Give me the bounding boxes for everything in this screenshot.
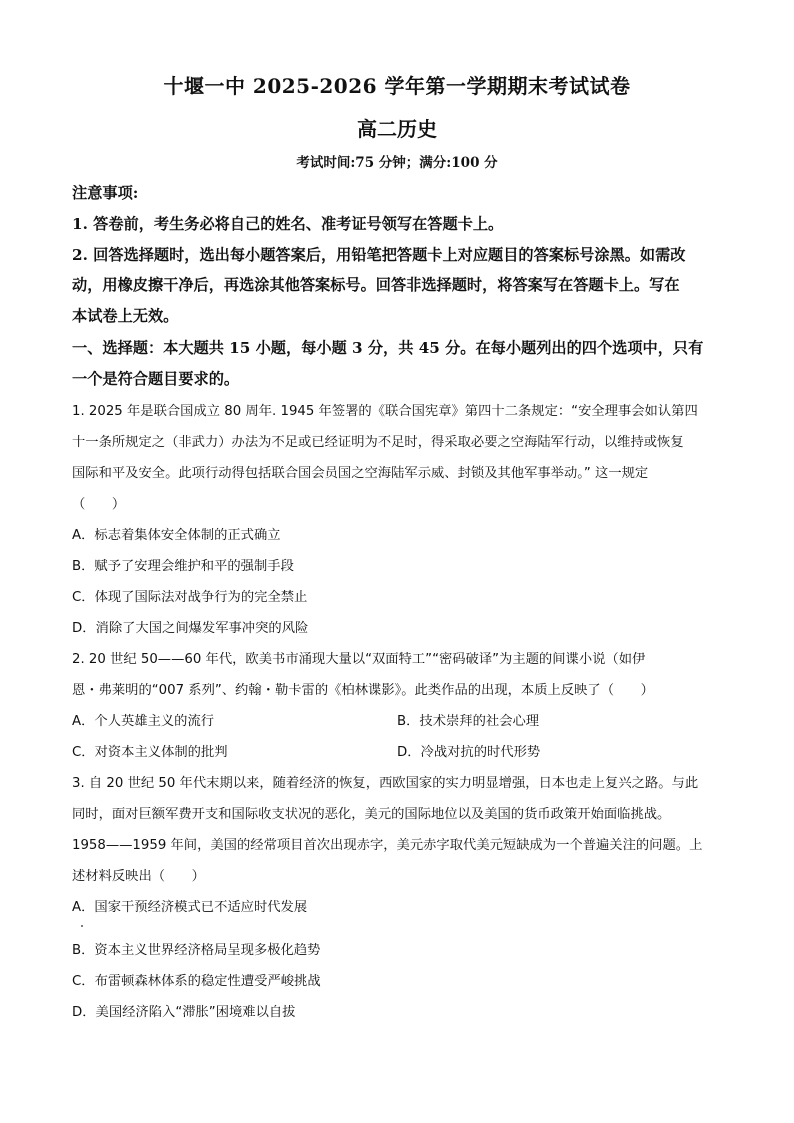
question-1-option-b: B．赋予了安理会维护和平的强制手段 xyxy=(72,559,294,574)
question-3-line-2: 同时，面对巨额军费开支和国际收支状况的恶化，美元的国际地位以及美国的货币政策开始面临挑战。 xyxy=(72,807,671,822)
section-heading-line-1: 一、选择题：本大题共 15 小题，每小题 3 分，共 45 分。在每小题列出的四个选项中，只有 xyxy=(72,339,704,357)
question-3-line-3: 1958——1959 年间，美国的经常项目首次出现赤字，美元赤字取代美元短缺成为一个普遍关注的问题。上 xyxy=(72,838,703,853)
question-1-line-4: （ ） xyxy=(72,497,126,512)
notice-item-1: 1. 答卷前，考生务必将自己的姓名、准考证号领写在答题卡上。 xyxy=(72,215,504,233)
question-2-option-a: A．个人英雄主义的流行 xyxy=(72,714,215,729)
section-heading-line-2: 一个是符合题目要求的。 xyxy=(72,370,240,388)
question-2-line-1: 2. 20 世纪 50——60 年代，欧美书市涌现大量以“双面特工”“密码破译”为主题的间谍小说（如伊 xyxy=(72,652,646,667)
stray-dot-mark xyxy=(81,925,83,927)
question-3-option-b: B．资本主义世界经济格局呈现多极化趋势 xyxy=(72,943,321,958)
exam-time-info: 考试时间:75 分钟；满分:100 分 xyxy=(296,155,498,171)
question-3-option-d: D．美国经济陷入“滞胀”困境难以自拔 xyxy=(72,1005,296,1020)
question-1-line-3: 国际和平及安全。此项行动得包括联合国会员国之空海陆军示威、封锁及其他军事举动。” 这一规定 xyxy=(72,466,649,481)
question-3-option-c: C．布雷顿森林体系的稳定性遭受严峻挑战 xyxy=(72,974,321,989)
notice-item-2-line-3: 本试卷上无效。 xyxy=(72,307,179,325)
question-3-line-1: 3. 自 20 世纪 50 年代末期以来，随着经济的恢复，西欧国家的实力明显增强，日本也走上复兴之路。与此 xyxy=(72,776,699,791)
question-2-line-2: 恩・弗莱明的“007 系列”、约翰・勒卡雷的《柏林谍影》。此类作品的出现，本质上反映了（ ） xyxy=(72,683,654,698)
question-3-option-a: A．国家干预经济模式已不适应时代发展 xyxy=(72,900,308,915)
notice-item-2-line-1: 2. 回答选择题时，选出每小题答案后，用铅笔把答题卡上对应题目的答案标号涂黑。如需改 xyxy=(72,246,686,264)
question-2-option-d: D．冷战对抗的时代形势 xyxy=(397,745,541,760)
question-1-line-2: 十一条所规定之（非武力）办法为不足或已经证明为不足时，得采取必要之空海陆军行动，以维持或恢复 xyxy=(72,435,684,450)
question-1-option-a: A．标志着集体安全体制的正式确立 xyxy=(72,528,281,543)
question-1-line-1: 1. 2025 年是联合国成立 80 周年. 1945 年签署的《联合国宪章》第四十二条规定：“安全理事会如认第四 xyxy=(72,404,698,419)
question-1-option-c: C．体现了国际法对战争行为的完全禁止 xyxy=(72,590,308,605)
question-3-line-4: 述材料反映出（ ） xyxy=(72,869,205,884)
question-2-option-c: C．对资本主义体制的批判 xyxy=(72,745,228,760)
exam-title: 十堰一中 2025-2026 学年第一学期期末考试试卷 xyxy=(163,74,631,98)
exam-subject: 高二历史 xyxy=(357,117,437,141)
notice-item-2-line-2: 动，用橡皮擦干净后，再选涂其他答案标号。回答非选择题时，将答案写在答题卡上。写在 xyxy=(72,276,680,294)
question-2-option-b: B．技术崇拜的社会心理 xyxy=(397,714,540,729)
question-1-option-d: D．消除了大国之间爆发军事冲突的风险 xyxy=(72,621,309,636)
notice-heading: 注意事项: xyxy=(72,184,139,202)
